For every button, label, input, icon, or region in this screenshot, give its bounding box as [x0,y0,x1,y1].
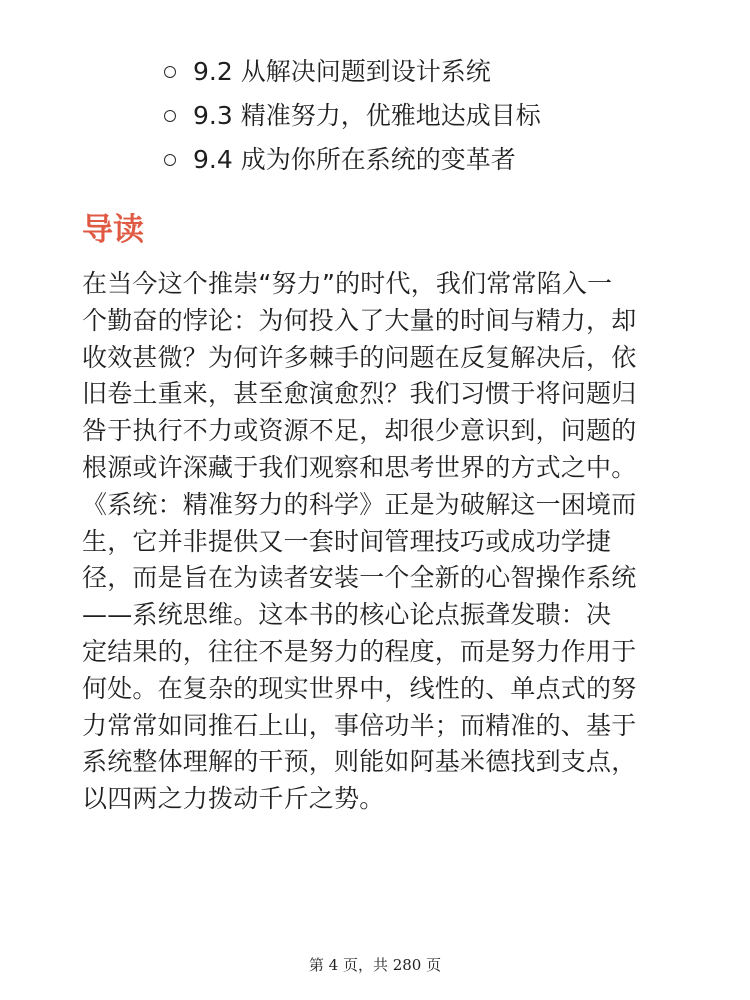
paragraph-line: 个勤奋的悖论：为何投入了大量的时间与精力，却 [82,305,637,335]
paragraph-line: 收效甚微？为何许多棘手的问题在反复解决后，依 [82,342,637,372]
paragraph-line: 生，它并非提供又一套时间管理技巧或成功学捷 [82,526,612,556]
paragraph-line: 何处。在复杂的现实世界中，线性的、单点式的努 [82,673,637,703]
page-number: 第 4 页，共 280 页 [308,956,442,974]
circle-bullet-icon [164,66,176,78]
toc-item-label: 9.2 从解决问题到设计系统 [193,57,491,86]
paragraph-line: 旧卷土重来，甚至愈演愈烈？我们习惯于将问题归 [82,379,637,409]
toc-item [160,94,541,138]
section-heading: 导读 [82,212,144,248]
paragraph-line: 《系统：精准努力的科学》正是为破解这一困境而 [82,489,637,519]
circle-bullet-icon [164,110,176,122]
paragraph-line: 径，而是旨在为读者安装一个全新的心智操作系统 [82,563,637,593]
paragraph-line: 系统整体理解的干预，则能如阿基米德找到支点， [82,747,637,777]
toc-item-label: 9.4 成为你所在系统的变革者 [193,145,516,174]
paragraph-line: 咎于执行不力或资源不足，却很少意识到，问题的 [82,416,637,446]
paragraph-line: 力常常如同推石上山，事倍功半；而精准的、基于 [82,710,637,740]
paragraph-line: 根源或许深藏于我们观察和思考世界的方式之中。 [82,452,637,482]
toc-item [160,50,541,94]
toc-item [160,138,541,182]
table-of-contents [160,50,541,182]
paragraph-line: 以四两之力拨动千斤之势。 [82,784,385,814]
paragraph-line: ——系统思维。这本书的核心论点振聋发聩：决 [82,600,612,630]
paragraph-line: 在当今这个推崇“努力”的时代，我们常常陷入一 [82,269,613,298]
body-paragraph [82,266,682,818]
circle-bullet-icon [164,154,176,166]
toc-item-label: 9.3 精准努力，优雅地达成目标 [193,101,541,130]
paragraph-line: 定结果的，往往不是努力的程度，而是努力作用于 [82,636,637,666]
